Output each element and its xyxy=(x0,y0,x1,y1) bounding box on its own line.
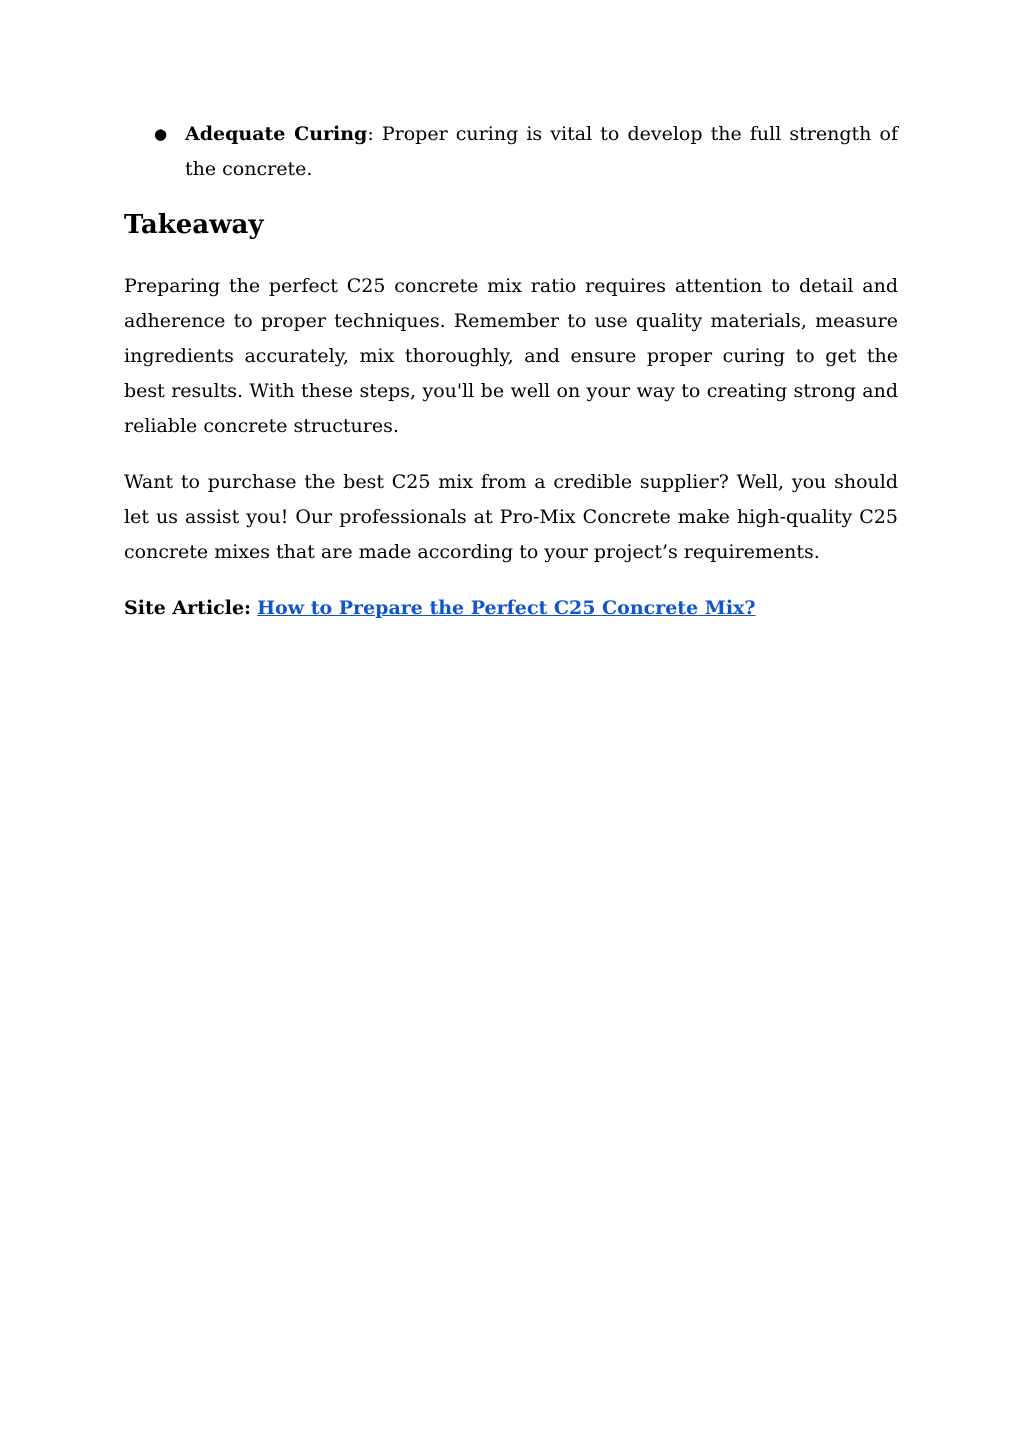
list-item xyxy=(124,117,898,187)
purchase-paragraph: Want to purchase the best C25 mix from a credible supplier? Well, you should let us assist you! Our professionals at Pro-Mix Concrete make high-quality C25 concrete mixes that are made according to your project’s requirements. xyxy=(124,471,898,563)
site-article-link[interactable]: How to Prepare the Perfect C25 Concrete Mix? xyxy=(257,597,756,619)
bullet-text: : Proper curing is vital to develop the full strength of the concrete. xyxy=(185,123,898,180)
site-article-line xyxy=(124,591,898,626)
takeaway-paragraph: Preparing the perfect C25 concrete mix ratio requires attention to detail and adherence to proper techniques. Remember to use quality materials, measure ingredients accurately, mix thoroughly, and ensure proper curing to get the best results. With these steps, you'll be well on your way to creating strong and reliable concrete structures. xyxy=(124,275,898,437)
bullet-icon: ● xyxy=(154,125,168,143)
document-page xyxy=(124,117,898,626)
bullet-list xyxy=(124,117,898,187)
section-heading: Takeaway xyxy=(124,210,264,240)
bullet-term: Adequate Curing xyxy=(185,123,368,145)
site-article-label: Site Article: xyxy=(124,597,252,619)
